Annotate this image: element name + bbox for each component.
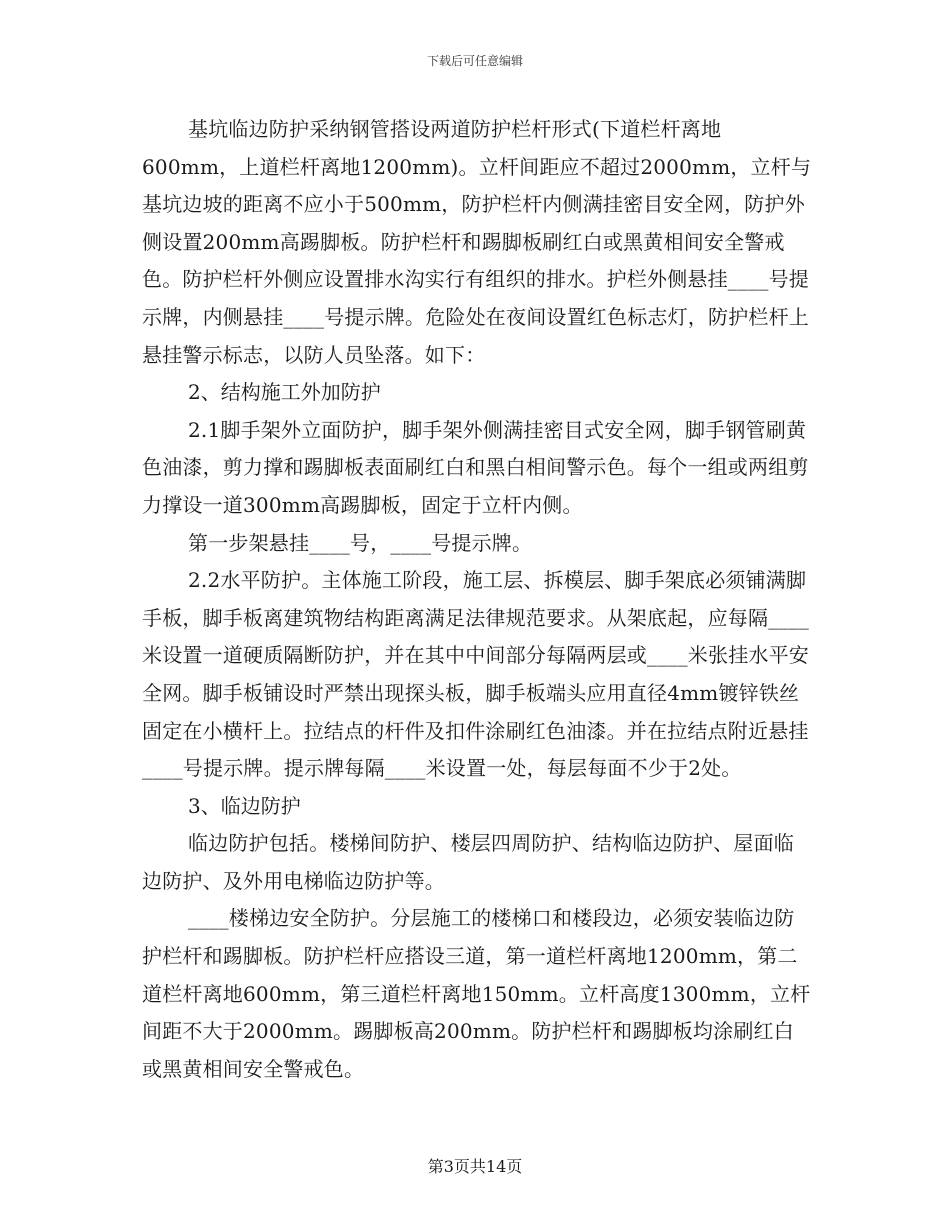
page-number: 第3页共14页	[427, 1157, 523, 1176]
page-header: 下载后可任意编辑	[426, 54, 523, 68]
paragraph-foundation-pit-protection: 基坑临边防护采纳钢管搭设两道防护栏杆形式(下道栏杆离地600mm，上道栏杆离地1200mm)。立杆间距应不超过2000mm，立杆与基坑边坡的距离不应小于500mm，防护栏杆内侧满挂密目安全网，防护外侧设置200mm高踢脚板。防护栏杆和踢脚板刷红白或黑黄相间安全警戒色。防护栏杆外侧应设置排水沟实行有组织的排水。护栏外侧悬挂____号提示牌，内侧悬挂____号提示牌。危险处在夜间设置红色标志灯，防护栏杆上悬挂警示标志，以防人员坠落。如下：	[142, 117, 812, 367]
section-heading-structural-protection: 2、结构施工外加防护	[188, 380, 381, 405]
paragraph-horizontal-protection: 2.2水平防护。主体施工阶段，施工层、拆模层、脚手架底必须铺满脚手板，脚手板离建筑物结构距离满足法律规范要求。从架底起，应每隔____米设置一道硬质隔断防护，并在其中中间部分每隔两层或____米张挂水平安全网。脚手板铺设时严禁出现探头板，脚手板端头应用直径4mm镀锌铁丝固定在小横杆上。拉结点的杆件及扣件涂刷红色油漆。并在拉结点附近悬挂____号提示牌。提示牌每隔____米设置一处，每层每面不少于2处。	[142, 568, 809, 781]
section-heading-edge-protection: 3、临边防护	[188, 793, 301, 818]
paragraph-first-step-signage: 第一步架悬挂____号，____号提示牌。	[188, 530, 533, 555]
document-body	[142, 111, 814, 1088]
paragraph-edge-protection-scope: 临边防护包括。楼梯间防护、楼层四周防护、结构临边防护、屋面临边防护、及外用电梯临边防护等。	[142, 831, 794, 893]
paragraph-scaffold-facade-protection: 2.1脚手架外立面防护，脚手架外侧满挂密目式安全网，脚手钢管刷黄色油漆，剪力撑和踢脚板表面刷红白和黑白相间警示色。每个一组或两组剪力撑设一道300mm高踢脚板，固定于立杆内侧。	[142, 417, 809, 517]
paragraph-stair-edge-protection: ____楼梯边安全防护。分层施工的楼梯口和楼段边，必须安装临边防护栏杆和踢脚板。防护栏杆应搭设三道，第一道栏杆离地1200mm，第二道栏杆离地600mm，第三道栏杆离地150mm。立杆高度1300mm，立杆间距不大于2000mm。踢脚板高200mm。防护栏杆和踢脚板均涂刷红白或黑黄相间安全警戒色。	[142, 906, 811, 1081]
